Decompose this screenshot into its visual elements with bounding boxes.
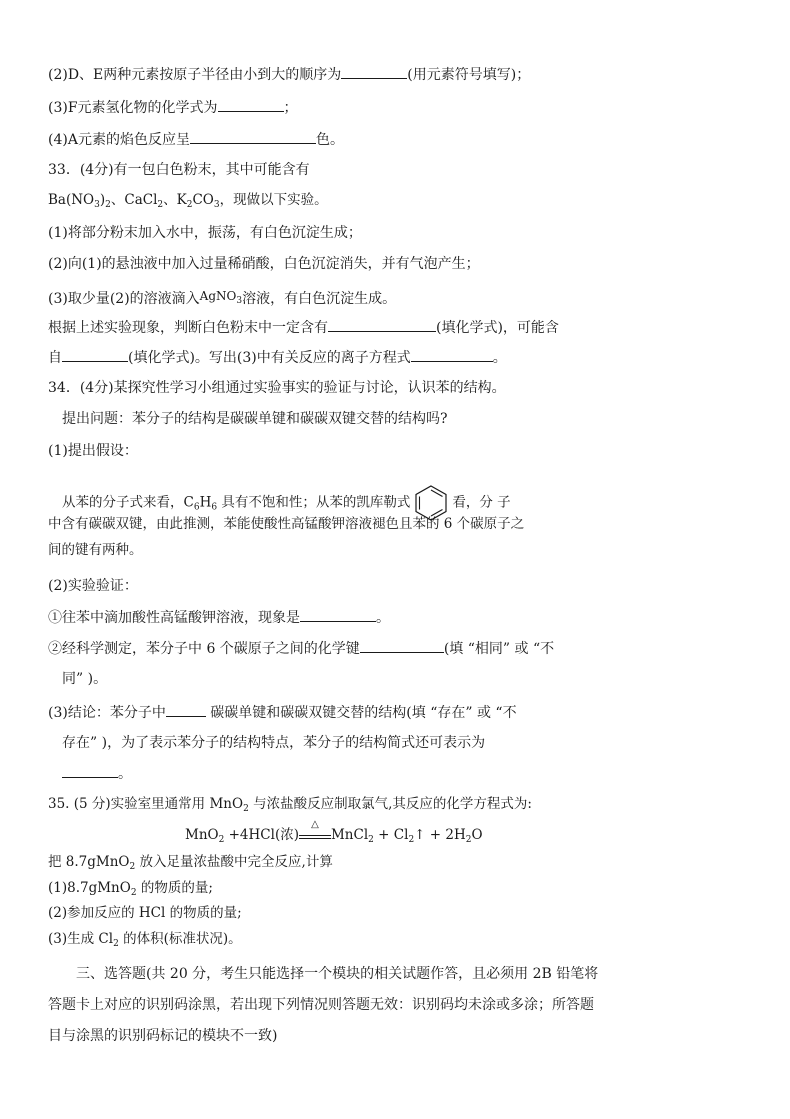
verify-text: ②经科学测定，苯分子中 6 个碳原子之间的化学键 — [48, 641, 360, 657]
q33-conclusion-2 — [48, 347, 507, 368]
answer-blank[interactable] — [62, 763, 118, 778]
answer-blank[interactable] — [328, 317, 436, 332]
q34-question: 提出问题：苯分子的结构是碳碳单键和碳碳双键交替的结构吗? — [62, 411, 448, 427]
formula-sub: 2 — [243, 804, 249, 814]
q33-title: 33．(4分)有一包白色粉末，其中可能含有 — [48, 162, 310, 178]
q35-text: 与浓盐酸反应制取氯气,其反应的化学方程式为: — [248, 796, 532, 812]
q34-hypothesis-line2: 中含有碳碳双键，由此推测，苯能使酸性高锰酸钾溶液褪色且苯的 6 个碳原子之 — [48, 516, 525, 532]
section3-line3: 目与涂黑的识别码标记的模块不一致) — [48, 1028, 278, 1044]
section3-line1: 三、选答题(共 20 分，考生只能选择一个模块的相关试题作答，且必须用 2B 铅笔将 — [76, 966, 599, 982]
q34-title: 34．(4分)某探究性学习小组通过实验事实的验证与讨论，认识苯的结构。 — [48, 380, 506, 396]
formula-text: 、K — [163, 192, 187, 208]
q34-verify-2 — [48, 638, 554, 659]
answer-blank[interactable] — [218, 97, 284, 112]
heat-symbol: △ — [311, 818, 319, 830]
answer-blank[interactable] — [190, 129, 316, 144]
formula-sub: 2 — [130, 888, 137, 898]
q35-sub3 — [48, 929, 242, 949]
q32-part3-text: (3)F元素氢化物的化学式为 — [48, 100, 218, 116]
formula-sub: 2 — [113, 939, 119, 949]
formula-sub: 2 — [105, 200, 111, 210]
eq-text: MnO — [185, 827, 219, 843]
answer-blank[interactable] — [341, 64, 407, 79]
formula-sub: 2 — [186, 200, 193, 210]
step-text: (3)取少量(2)的溶液滴入 — [48, 291, 200, 307]
q34-hypothesis-line3: 间的键有两种。 — [48, 542, 143, 558]
q35-text: 的体积(标准状况)。 — [118, 931, 242, 947]
q33-step1: (1)将部分粉末加入水中，振荡，有白色沉淀生成； — [48, 225, 362, 241]
hypothesis-text: 从苯的分子式来看，C — [62, 494, 194, 511]
eq-text: O — [471, 827, 483, 843]
formula-sub: 2 — [157, 200, 164, 210]
conclusion-text: (填化学式)。写出(3)中有关反应的离子方程式 — [128, 350, 411, 366]
q34-verify-1 — [48, 607, 390, 628]
q34-conclusion-cont: 存在” )，为了表示苯分子的结构特点，苯分子的结构简式还可表示为 — [62, 735, 486, 751]
formula-sub: 2 — [129, 862, 136, 872]
conclusion-text: 碳碳单键和碳碳双键交替的结构(填 “存在” 或 “不 — [205, 705, 517, 721]
formula-text: AgNO — [199, 289, 237, 303]
punct: 色。 — [315, 132, 344, 148]
formula-sub: 6 — [211, 502, 218, 513]
step-text: 溶液，有白色沉淀生成。 — [242, 291, 397, 307]
formula-text: Ba(NO — [48, 192, 95, 208]
q35-text: (1)8.7gMnO — [48, 880, 131, 896]
answer-blank[interactable] — [62, 347, 128, 362]
heat-condition-icon — [299, 818, 331, 839]
q34-hypothesis-heading: (1)提出假设： — [48, 443, 138, 459]
q32-part4-text: (4)A元素的焰色反应呈 — [48, 132, 190, 148]
eq-text: + Cl — [373, 827, 409, 843]
q33-conclusion-1 — [48, 317, 559, 338]
q35-text: 把 8.7gMnO — [48, 854, 130, 870]
formula-text: 、CaCl — [110, 192, 158, 208]
verify-text: ①往苯中滴加酸性高锰酸钾溶液，现象是 — [48, 610, 300, 626]
q33-formulas — [48, 190, 328, 210]
formula-sub: 2 — [408, 835, 415, 845]
formula-sub: 2 — [368, 835, 374, 845]
formula-text: CO — [192, 192, 214, 208]
verify-text: (填 “相同” 或 “不 — [443, 641, 555, 657]
q32-part2-hint: (用元素符号填写)； — [407, 67, 531, 83]
q35-text: 35. (5 分)实验室里通常用 MnO — [48, 796, 244, 812]
q35-text: (3)生成 Cl — [48, 931, 114, 947]
q32-part4 — [48, 129, 344, 150]
q33-step2: (2)向(1)的悬浊液中加入过量稀硝酸，白色沉淀消失，并有气泡产生； — [48, 256, 480, 272]
formula-text: ) — [99, 192, 106, 208]
answer-blank[interactable] — [166, 702, 206, 717]
answer-blank[interactable] — [360, 638, 444, 653]
punct: 。 — [118, 766, 132, 782]
chemical-equation — [185, 818, 483, 845]
q35-sub2: (2)参加反应的 HCl 的物质的量; — [48, 905, 242, 921]
punct: 。 — [492, 350, 507, 366]
punct: 。 — [376, 610, 390, 626]
eq-text: MnCl — [330, 827, 369, 843]
hypothesis-text: 具有不饱和性；从苯的凯库勒式 — [217, 494, 411, 511]
q34-verify-2-cont: 同” )。 — [62, 671, 108, 687]
conclusion-text: (填化学式)，可能含 — [436, 320, 559, 336]
answer-blank[interactable] — [300, 607, 376, 622]
conclusion-text: (3)结论：苯分子中 — [48, 705, 166, 721]
answer-blank[interactable] — [411, 347, 493, 362]
formula-sub: 2 — [465, 835, 472, 845]
conclusion-text: 自 — [48, 350, 62, 366]
q34-conclusion-end — [62, 763, 132, 784]
q35-problem — [48, 852, 333, 872]
formula-sub: 6 — [193, 502, 200, 513]
q35-sub1 — [48, 878, 213, 898]
section3-line2: 答题卡上对应的识别码涂黑，若出现下列情况则答题无效：识别码均未涂或多涂；所答题 — [48, 997, 594, 1013]
q33-step3 — [48, 286, 396, 309]
q34-conclusion — [48, 702, 517, 723]
formula-text: H — [199, 494, 212, 511]
q32-part3 — [48, 97, 298, 118]
q32-part2-text: (2)D、E两种元素按原子半径由小到大的顺序为 — [48, 67, 342, 83]
q35-title — [48, 794, 532, 814]
conclusion-text: 根据上述实验现象，判断白色粉末中一定含有 — [48, 320, 328, 336]
q32-part2 — [48, 64, 530, 85]
hypothesis-text: 看，分 子 — [452, 494, 511, 511]
eq-text: ↑ + 2H — [414, 827, 466, 843]
q35-text: 放入足量浓盐酸中完全反应,计算 — [135, 854, 333, 870]
q35-text: 的物质的量; — [136, 880, 213, 896]
formula-text: ，现做以下实验。 — [219, 192, 328, 208]
formula-sub: 2 — [218, 835, 225, 845]
formula-sub: 3 — [94, 200, 100, 210]
formula-sub: 3 — [213, 200, 220, 210]
punct: ； — [283, 100, 298, 116]
q34-verify-heading: (2)实验验证： — [48, 578, 138, 594]
eq-text: +4HCl(浓) — [224, 827, 299, 843]
formula-sub: 3 — [236, 296, 243, 306]
